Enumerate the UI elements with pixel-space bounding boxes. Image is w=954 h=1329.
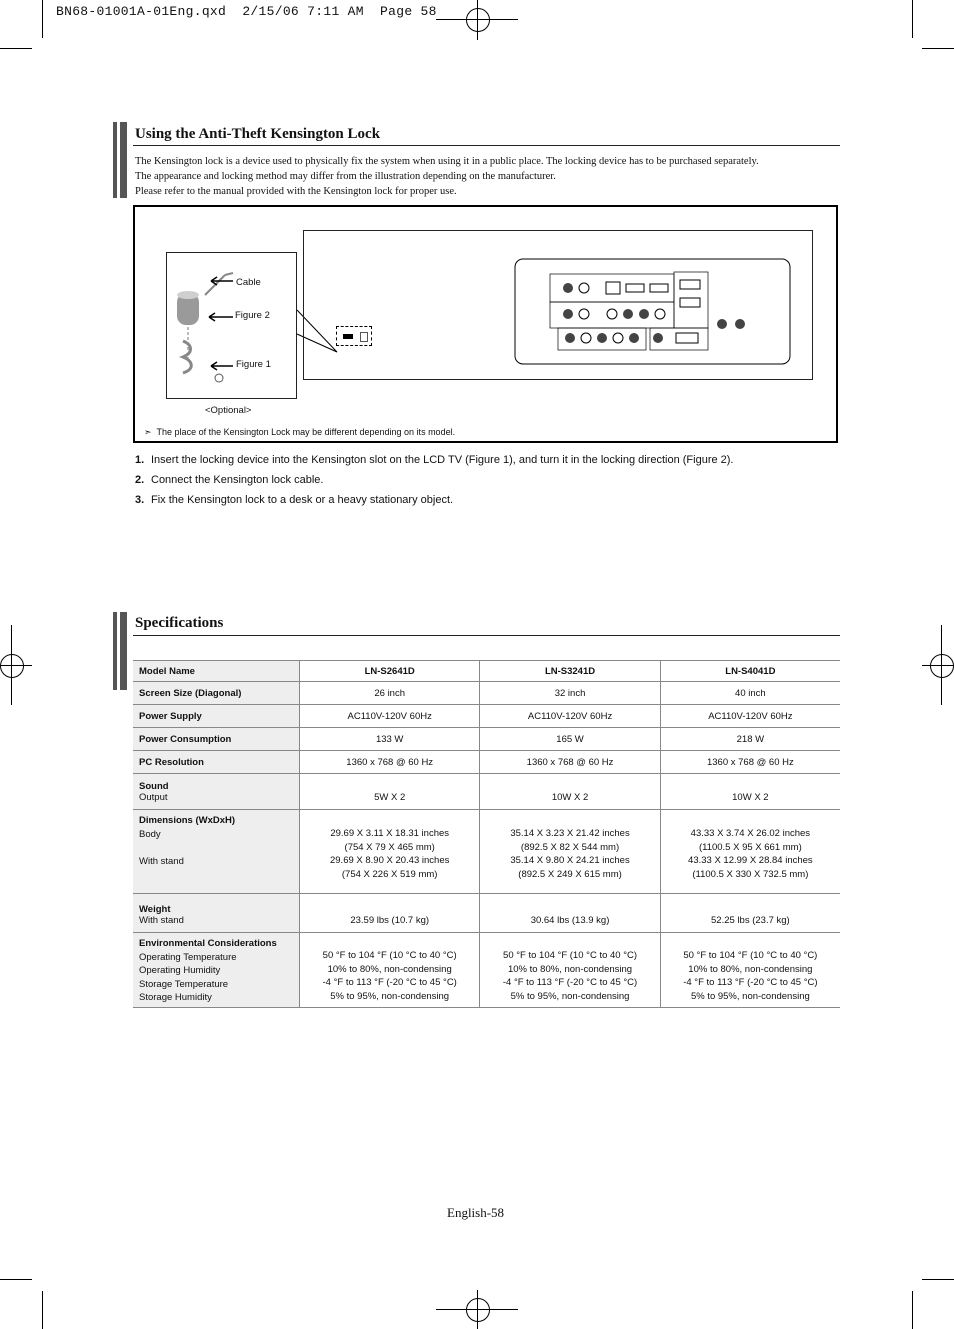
step-item — [135, 494, 734, 514]
table-row — [133, 894, 840, 933]
table-cell: 165 W — [480, 728, 660, 751]
row-header: Dimensions (WxDxH) Body With stand — [133, 810, 300, 894]
table-cell: 23.59 lbs (10.7 kg) — [300, 894, 480, 933]
table-cell: AC110V-120V 60Hz — [660, 705, 840, 728]
table-cell: 1360 x 768 @ 60 Hz — [300, 751, 480, 774]
figure-note — [144, 427, 455, 438]
page-footer: English-58 — [447, 1205, 505, 1220]
label-cable: Cable — [236, 277, 261, 288]
table-row — [133, 933, 840, 1008]
table-cell: 32 inch — [480, 682, 660, 705]
kensington-figure — [133, 205, 838, 443]
row-header: Weight With stand — [133, 894, 300, 933]
row-header: Model Name — [133, 661, 300, 682]
note-arrow-icon: ➣ — [144, 427, 157, 437]
table-cell: 52.25 lbs (23.7 kg) — [660, 894, 840, 933]
table-cell: 50 °F to 104 °F (10 °C to 40 °C) 10% to 80%, non-condensing -4 °F to 113 °F (-20 °C to 45 °C) 5% to 95%, non-condensing — [300, 933, 480, 1008]
kensington-intro — [135, 154, 840, 199]
intro-line: Please refer to the manual provided with the Kensington lock for proper use. — [135, 186, 457, 197]
table-row — [133, 661, 840, 682]
step-number: 1. — [135, 454, 145, 466]
step-item — [135, 454, 734, 474]
row-header: Power Consumption — [133, 728, 300, 751]
slot-icon — [343, 334, 353, 339]
step-text: Insert the locking device into the Kensington slot on the LCD TV (Figure 1), and turn it in the locking direction (Figure 2). — [151, 454, 734, 466]
table-cell: 218 W — [660, 728, 840, 751]
table-cell: 1360 x 768 @ 60 Hz — [480, 751, 660, 774]
table-cell: AC110V-120V 60Hz — [480, 705, 660, 728]
table-cell: 30.64 lbs (13.9 kg) — [480, 894, 660, 933]
tv-rear-panel-frame — [303, 230, 813, 380]
lock-icon — [360, 332, 368, 342]
table-row — [133, 728, 840, 751]
step-number: 3. — [135, 494, 145, 506]
table-cell: 35.14 X 3.23 X 21.42 inches (892.5 X 82 X 544 mm) 35.14 X 9.80 X 24.21 inches (892.5 X 249 X 615 mm) — [480, 810, 660, 894]
table-cell: 50 °F to 104 °F (10 °C to 40 °C) 10% to 80%, non-condensing -4 °F to 113 °F (-20 °C to 45 °C) 5% to 95%, non-condensing — [660, 933, 840, 1008]
row-header: Sound Output — [133, 774, 300, 810]
section-bar — [120, 122, 127, 198]
step-text: Fix the Kensington lock to a desk or a heavy stationary object. — [151, 494, 454, 506]
label-figure-1: Figure 1 — [236, 359, 271, 370]
section-rule — [133, 145, 840, 146]
print-header: BN68-01001A-01Eng.qxd 2/15/06 7:11 AM Page 58 — [56, 4, 437, 19]
kensington-slot-highlight — [336, 326, 372, 346]
kensington-steps — [135, 454, 734, 514]
connector-panel-icon — [514, 258, 792, 366]
table-row — [133, 774, 840, 810]
section-title-kensington: Using the Anti-Theft Kensington Lock — [135, 126, 381, 142]
table-cell: 1360 x 768 @ 60 Hz — [660, 751, 840, 774]
model-cell: LN-S2641D — [300, 661, 480, 682]
label-optional: <Optional> — [205, 405, 252, 416]
table-cell: 43.33 X 3.74 X 26.02 inches (1100.5 X 95 X 661 mm) 43.33 X 12.99 X 28.84 inches (1100.5 X 330 X 732.5 mm) — [660, 810, 840, 894]
row-header: PC Resolution — [133, 751, 300, 774]
table-cell: 10W X 2 — [480, 774, 660, 810]
model-cell: LN-S3241D — [480, 661, 660, 682]
table-cell: 40 inch — [660, 682, 840, 705]
table-row — [133, 810, 840, 894]
section-rule — [133, 635, 840, 636]
note-text: The place of the Kensington Lock may be different depending on its model. — [156, 427, 456, 437]
table-row — [133, 682, 840, 705]
section-bar — [120, 612, 127, 690]
table-cell: 29.69 X 3.11 X 18.31 inches (754 X 79 X 465 mm) 29.69 X 8.90 X 20.43 inches (754 X 226 X 519 mm) — [300, 810, 480, 894]
step-text: Connect the Kensington lock cable. — [151, 474, 324, 486]
section-title-specifications: Specifications — [135, 615, 224, 631]
table-cell: 50 °F to 104 °F (10 °C to 40 °C) 10% to 80%, non-condensing -4 °F to 113 °F (-20 °C to 45 °C) 5% to 95%, non-condensing — [480, 933, 660, 1008]
intro-line: The Kensington lock is a device used to physically fix the system when using it in a public place. The locking device has to be purchased separately. — [135, 156, 759, 167]
step-item — [135, 474, 734, 494]
row-header: Screen Size (Diagonal) — [133, 682, 300, 705]
table-cell: 5W X 2 — [300, 774, 480, 810]
table-cell: 133 W — [300, 728, 480, 751]
table-cell: 26 inch — [300, 682, 480, 705]
table-row — [133, 751, 840, 774]
model-cell: LN-S4041D — [660, 661, 840, 682]
table-cell: AC110V-120V 60Hz — [300, 705, 480, 728]
step-number: 2. — [135, 474, 145, 486]
intro-line: The appearance and locking method may differ from the illustration depending on the manufacturer. — [135, 171, 556, 182]
row-header: Power Supply — [133, 705, 300, 728]
table-row — [133, 705, 840, 728]
specifications-table — [133, 660, 840, 1008]
section-bar — [113, 122, 117, 198]
label-figure-2: Figure 2 — [235, 310, 270, 321]
section-bar — [113, 612, 117, 690]
row-header: Environmental Considerations Operating Temperature Operating Humidity Storage Temperature Storage Humidity — [133, 933, 300, 1008]
table-cell: 10W X 2 — [660, 774, 840, 810]
